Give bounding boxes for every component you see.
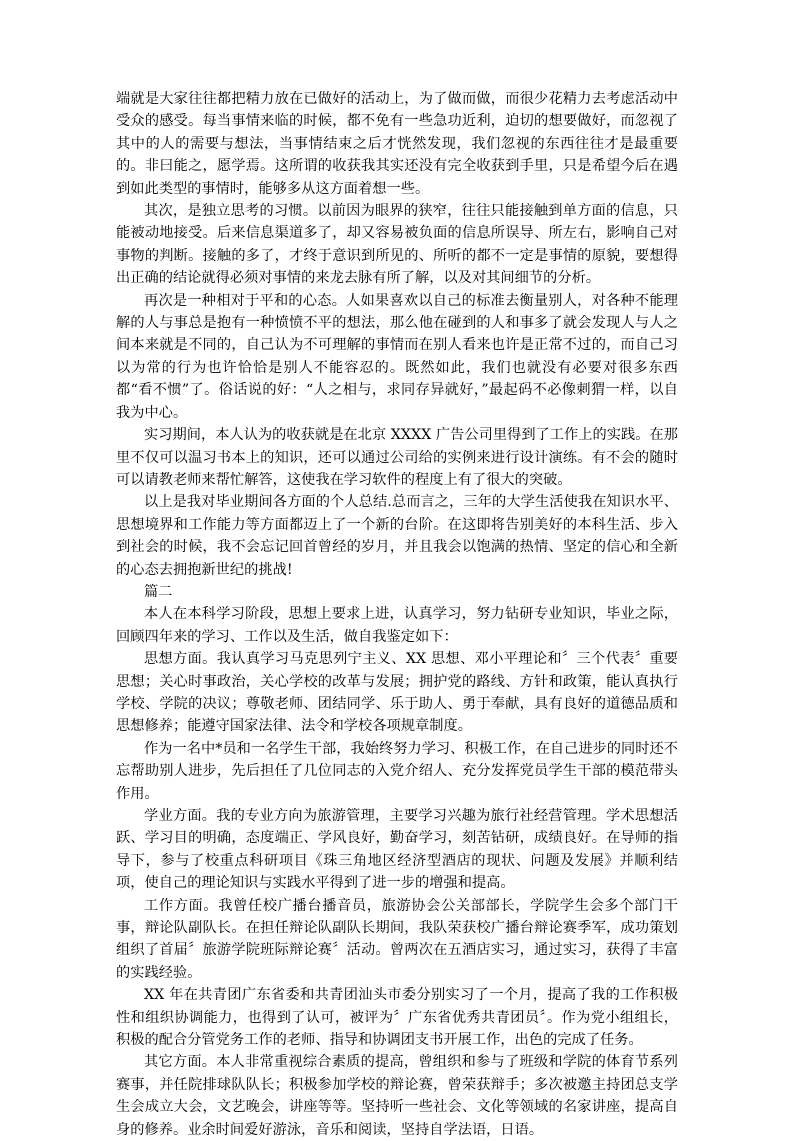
paragraph-5: 以上是我对毕业期间各方面的个人总结.总而言之，三年的大学生活使我在知识水平、思想境界和工作能力等方面都迈上了一个新的台阶。在这即将告别美好的本科生活、步入到社会的时候，我不会忘记回首曾经的岁月，并且我会以饱满的热情、坚定的信心和全新的心态去拥抱新世纪的挑战! [116,494,678,578]
paragraph-12: XX 年在共青团广东省委和共青团汕头市委分别实习了一个月，提高了我的工作积极性和组织协调能力，也得到了认可，被评为〞广东省优秀共青团员〞。作为党小组组长，积极的配合分管党务工作的老师、指导和协调团支书开展工作，出色的完成了任务。 [116,987,678,1049]
paragraph-4: 实习期间，本人认为的收获就是在北京 XXXX 广告公司里得到了工作上的实践。在那里不仅可以温习书本上的知识，还可以通过公司给的实例来进行设计演练。有不会的随时可以请教老师来帮忙解答，这使我在学习软件的程度上有了很大的突破。 [116,427,678,488]
paragraph-2: 其次，是独立思考的习惯。以前因为眼界的狭窄，往往只能接触到单方面的信息，只能被动地接受。后来信息渠道多了，却又容易被负面的信息所误导、所左右，影响自己对事物的判断。接触的多了，才终于意识到所见的、所听的都不一定是事情的原貌，要想得出正确的结论就得必须对事情的来龙去脉有所了解，以及对其间细节的分析。 [116,203,678,287]
paragraph-8: 思想方面。我认真学习马克思列宁主义、XX 思想、邓小平理论和〞三个代表〞重要思想；关心时事政治，关心学校的改革与发展；拥护党的路线、方针和政策，能认真执行学校、学院的决议；尊敬老师、团结同学、乐于助人、勇于奉献，具有良好的道德品质和思想修养；能遵守国家法律、法令和学校各项规章制度。 [116,651,678,735]
paragraph-3: 再次是一种相对于平和的心态。人如果喜欢以自己的标准去衡量别人，对各种不能理解的人与事总是抱有一种愤愤不平的想法，那么他在碰到的人和事多了就会发现人与人之间本来就是不同的，自己认为不可理解的事情而在别人看来也许是正常不过的，而自己习以为常的行为也许恰恰是别人不能容忍的。既然如此，我们也就没有必要对很多东西都“看不惯”了。俗话说的好：“人之相与，求同存异就好，”最起码不必像刺猬一样，以自我为中心。 [116,292,678,421]
section-heading: 篇二 [144,583,173,600]
paragraph-13: 其它方面。本人非常重视综合素质的提高，曾组织和参与了班级和学院的体育节系列赛事，并任院排球队队长；积极参加学校的辩论赛，曾荣获辩手；多次被邀主持团总支学生会成立大会，文艺晚会，讲座等等。坚持听一些社会、文化等领域的名家讲座，提高自身的修养。业余时间爱好游泳，音乐和阅读，坚持自学法语，日语。 [116,1054,678,1138]
paragraph-10: 学业方面。我的专业方向为旅游管理，主要学习兴趣为旅行社经营管理。学术思想活跃、学习目的明确，态度端正、学风良好，勤奋学习，刻苦钻研，成绩良好。在导师的指导下，参与了校重点科研项目《珠三角地区经济型酒店的现状、问题及发展》并顺利结项，使自己的理论知识与实践水平得到了进一步的增强和提高。 [116,808,678,892]
paragraph-9: 作为一名中*员和一名学生干部，我始终努力学习、积极工作，在自己进步的同时还不忘帮助别人进步，先后担任了几位同志的入党介绍人、充分发挥党员学生干部的模范带头作用。 [116,740,678,802]
paragraph-7: 本人在本科学习阶段，思想上要求上进，认真学习，努力钻研专业知识，毕业之际，回顾四年来的学习、工作以及生活，做自我鉴定如下： [116,606,678,645]
paragraph-1: 端就是大家往往都把精力放在已做好的活动上，为了做而做，而很少花精力去考虑活动中受众的感受。每当事情来临的时候，都不免有一些急功近利，迫切的想要做好，而忽视了其中的人的需要与想法，当事情结束之后才恍然发现，我们忽视的东西往往才是最重要的。非曰能之，愿学焉。这所谓的收获我其实还没有完全收获到手里，只是希望今后在遇到如此类型的事情时，能够多从这方面着想一些。 [116,91,678,197]
paragraph-11: 工作方面。我曾任校广播台播音员，旅游协会公关部部长，学院学生会多个部门干事，辩论队副队长。在担任辩论队副队长期间，我队荣获校广播台辩论赛季军，成功策划组织了首届〞旅游学院班际辩论赛〞活动。曾两次在五酒店实习，通过实习，获得了丰富的实践经验。 [116,897,678,981]
document-body [116,88,678,1141]
